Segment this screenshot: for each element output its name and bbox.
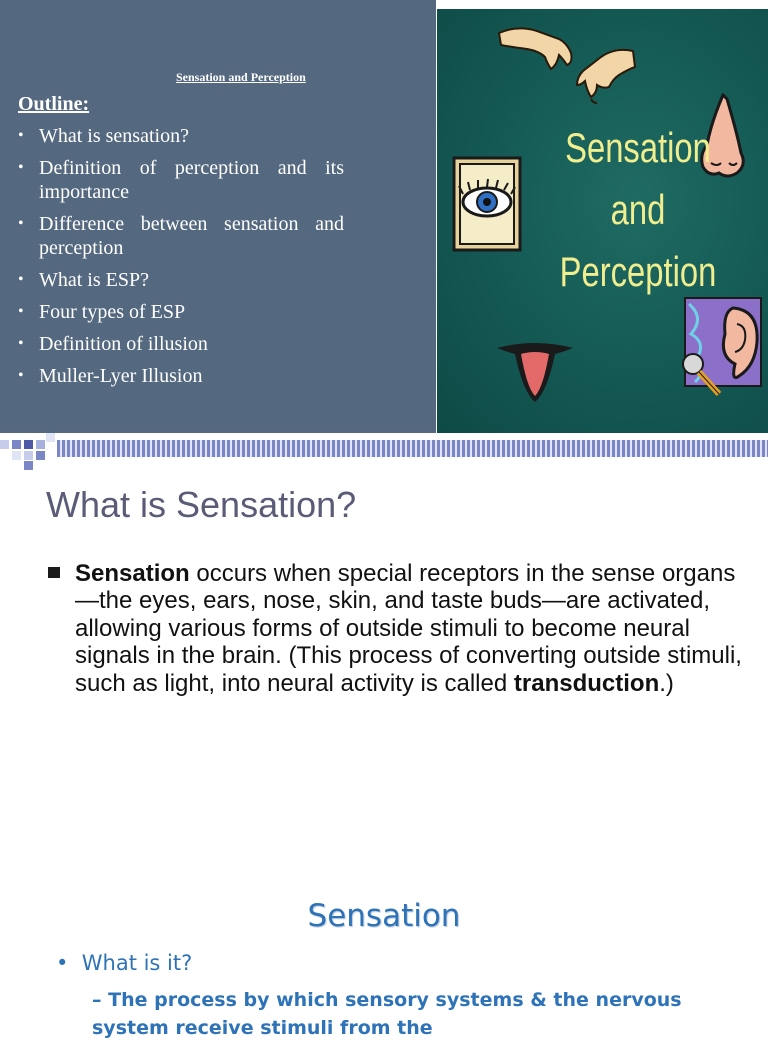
bold-term: Sensation <box>75 560 190 587</box>
bullet-item: • What is it? <box>56 951 193 975</box>
title-line: Perception <box>559 248 717 295</box>
ear-icon <box>675 294 765 404</box>
title-line: Sensation <box>565 124 711 171</box>
decorative-square <box>24 451 33 460</box>
eye-icon <box>452 156 522 252</box>
decorative-square <box>0 440 9 449</box>
title-line: and <box>610 186 666 233</box>
outline-item: • Four types of ESP <box>18 300 344 324</box>
decorative-square <box>36 451 45 460</box>
outline-item: • What is ESP? <box>18 268 344 292</box>
decorative-square <box>46 433 55 442</box>
outline-item: • Definition of illusion <box>18 332 344 356</box>
decorative-stripe <box>57 440 768 457</box>
bold-term: transduction <box>513 669 660 697</box>
sub-bullet-item: – The process by which sensory systems & the nervous system receive stimuli from the <box>92 989 682 1039</box>
outline-item: • What is sensation? <box>18 124 344 148</box>
outline-label: Outline: <box>18 93 90 115</box>
slide-title <box>541 117 736 303</box>
decorative-square <box>12 451 21 460</box>
slide-kicker: Sensation and Perception <box>176 70 306 84</box>
outline-item: • Difference between sensation and perception <box>18 212 344 260</box>
outline-item: • Definition of perception and its importance <box>18 156 344 204</box>
outline-panel <box>0 0 436 433</box>
outline-item: • Muller-Lyer Illusion <box>18 364 344 388</box>
body-text: .) <box>659 669 674 697</box>
body-text: occurs when special receptors in the sense organs—the eyes, ears, nose, skin, and taste buds—are activated, allowing various forms of outside stimuli to become neural signals in the brain. (This process of converting outside stimuli, such as light, into neural activity is called <box>75 560 742 697</box>
decorative-square <box>36 440 45 449</box>
outline-list <box>18 124 344 396</box>
slide-title: Sensation <box>307 898 461 934</box>
bullet-text: What is it? <box>81 951 193 975</box>
slide-title: What is Sensation? <box>46 484 357 525</box>
tongue-icon <box>493 336 577 406</box>
decorative-square <box>24 440 33 449</box>
decorative-square <box>12 440 21 449</box>
touching-hands-icon <box>497 23 637 105</box>
slide-outline <box>0 0 768 433</box>
decorative-square <box>24 461 33 470</box>
square-bullet-icon <box>48 567 60 578</box>
slide-body <box>75 560 755 697</box>
title-graphic-panel <box>437 9 768 433</box>
